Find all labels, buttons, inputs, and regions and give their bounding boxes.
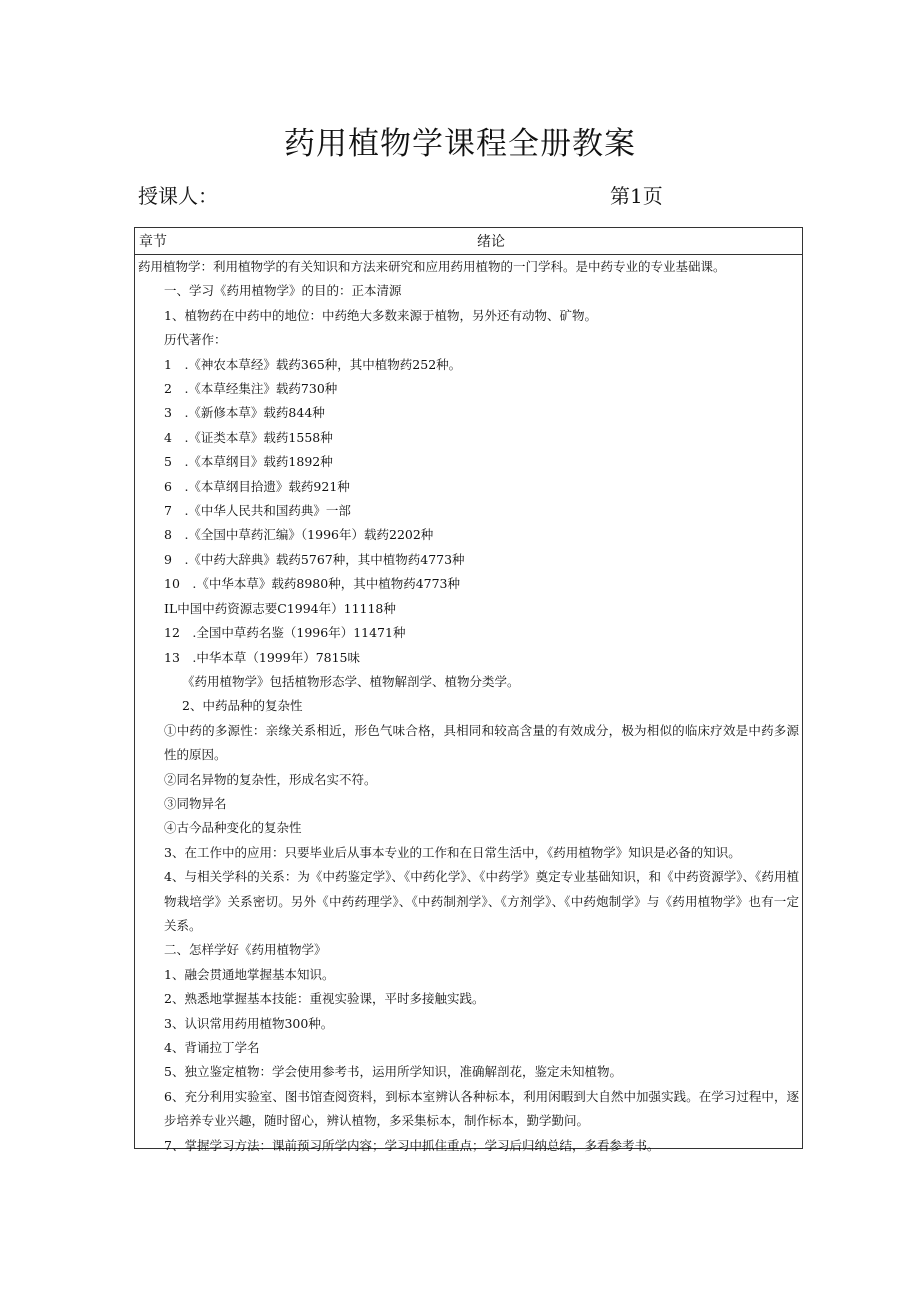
method-item: 2、熟悉地掌握基本技能：重视实验课，平时多接触实践。 xyxy=(164,991,485,1007)
teacher-label: 授课人： xyxy=(138,184,218,208)
works-item: 2 .《本草经集注》载药730种 xyxy=(164,381,338,397)
works-item: 6 .《本草纲目拾遗》载药921种 xyxy=(164,478,350,494)
includes-text: 《药用植物学》包括植物形态学、植物解剖学、植物分类学。 xyxy=(182,673,520,689)
chapter-value: 绪论 xyxy=(477,234,505,250)
method-item: 6、充分利用实验室、图书馆查阅资料，到标本室辨认各种标本，利用闲暇到大自然中加强实践。在学习过程中，逐步培养专业兴趣，随时留心，辨认植物，多采集标本，制作标本，勤学勤问。 xyxy=(164,1088,799,1129)
document-title: 药用植物学课程全册教案 xyxy=(284,126,636,162)
method-item: 3、认识常用药用植物300种。 xyxy=(164,1015,334,1031)
method-item: 5、独立鉴定植物：学会使用参考书，运用所学知识，准确解剖花，鉴定未知植物。 xyxy=(164,1064,622,1080)
complexity-item: ②同名异物的复杂性，形成名实不符。 xyxy=(164,771,377,787)
works-item: 13 .中华本草（1999年）7815味 xyxy=(164,649,361,665)
method-item: 1、融会贯通地掌握基本知识。 xyxy=(164,966,335,982)
works-item: IL中国中药资源志要C1994年）11118种 xyxy=(164,600,396,616)
works-item: 10 .《中华本草》载药8980种，其中植物药4773种 xyxy=(164,576,461,592)
method-item: 4、背诵拉丁学名 xyxy=(164,1040,260,1055)
method-item: 7、掌握学习方法：课前预习所学内容；学习中抓住重点；学习后归纳总结，多看参考书。 xyxy=(164,1137,660,1153)
complexity-item: ③同物异名 xyxy=(164,795,227,811)
lesson-content xyxy=(138,255,799,1158)
works-item: 12 .全国中草药名鉴（1996年）11471种 xyxy=(164,625,406,641)
lesson-table xyxy=(134,227,803,1153)
works-item: 5 .《本草纲目》载药1892种 xyxy=(164,454,333,470)
works-item: 7 .《中华人民共和国药典》一部 xyxy=(164,503,351,519)
works-item: 8 .《全国中草药汇编》（1996年）载药2202种 xyxy=(164,527,434,543)
definition-text: 药用植物学：利用植物学的有关知识和方法来研究和应用药用植物的一门学科。是中药专业的专业基础课。 xyxy=(138,259,726,274)
works-item: 4 .《证类本草》载药1558种 xyxy=(164,429,333,445)
works-item: 3 .《新修本草》载药844种 xyxy=(164,405,325,421)
works-heading: 历代著作： xyxy=(164,332,227,348)
complexity-item: ④古今品种变化的复杂性 xyxy=(164,820,302,836)
section2-heading: 二、怎样学好《药用植物学》 xyxy=(164,942,327,958)
point3-text: 3、在工作中的应用：只要毕业后从事本专业的工作和在日常生活中，《药用植物学》知识是必备的知识。 xyxy=(164,844,741,860)
point1-text: 1、植物药在中药中的地位：中药绝大多数来源于植物，另外还有动物、矿物。 xyxy=(164,307,597,323)
page-number: 第1页 xyxy=(610,184,663,208)
complexity-item: ①中药的多源性：亲缘关系相近，形色气味合格，具相同和较高含量的有效成分，极为相似的临床疗效是中药多源性的原因。 xyxy=(164,722,799,763)
chapter-row xyxy=(135,228,802,255)
works-item: 9 .《中药大辞典》载药5767种，其中植物药4773种 xyxy=(164,551,465,567)
chapter-label: 章节 xyxy=(139,234,167,250)
works-item: 1 .《神农本草经》载药365种，其中植物药252种。 xyxy=(164,356,462,372)
section1-heading: 一、学习《药用植物学》的目的：正本清源 xyxy=(164,283,402,299)
point4-text: 4、与相关学科的关系：为《中药鉴定学》、《中药化学》、《中药学》奠定专业基础知识，和《中药资源学》、《药用植物栽培学》关系密切。另外《中药药理学》、《中药制剂学》、《方剂学》、《中药炮制学》与《药用植物学》也有一定关系。 xyxy=(164,869,799,933)
point2-heading: 2、中药品种的复杂性 xyxy=(182,698,303,714)
